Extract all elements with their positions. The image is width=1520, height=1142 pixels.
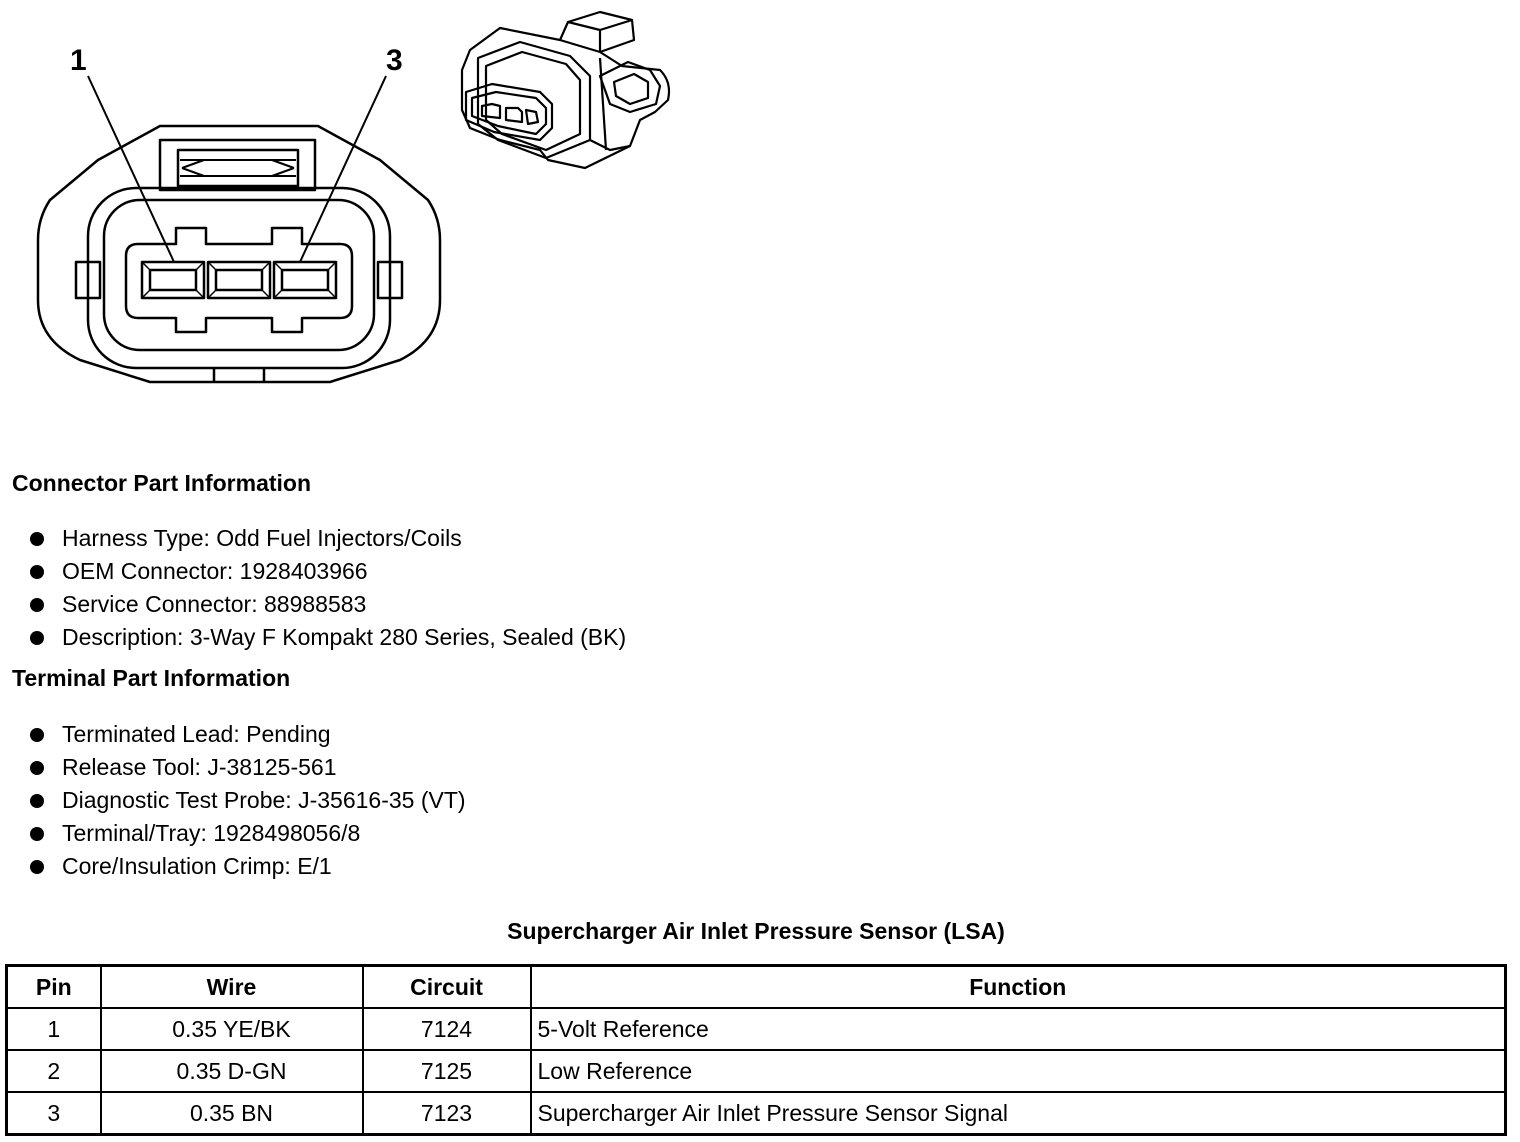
wire-cell: 0.35 YE/BK bbox=[101, 1008, 363, 1050]
bullet-icon bbox=[30, 728, 44, 742]
circuit-cell: 7124 bbox=[363, 1008, 531, 1050]
terminal-2 bbox=[208, 262, 270, 298]
list-item-text: OEM Connector: 1928403966 bbox=[62, 558, 368, 584]
list-item-text: Description: 3-Way F Kompakt 280 Series, Sealed (BK) bbox=[62, 624, 627, 650]
connector-inner-body bbox=[88, 188, 390, 368]
list-item bbox=[28, 784, 466, 817]
terminal-1 bbox=[142, 262, 204, 298]
pinout-table-title: Supercharger Air Inlet Pressure Sensor (LSA) bbox=[507, 918, 1005, 944]
column-header-wire: Wire bbox=[101, 966, 363, 1009]
column-header-circuit: Circuit bbox=[363, 966, 531, 1009]
list-item bbox=[28, 850, 466, 883]
pin-cell: 2 bbox=[7, 1050, 101, 1092]
table-row bbox=[7, 1092, 1506, 1135]
connector-latch bbox=[160, 140, 315, 190]
column-header-function: Function bbox=[531, 966, 1506, 1009]
pin-cell: 1 bbox=[7, 1008, 101, 1050]
list-item-text: Terminated Lead: Pending bbox=[62, 721, 331, 747]
table-row bbox=[7, 1008, 1506, 1050]
list-item-text: Diagnostic Test Probe: J-35616-35 (VT) bbox=[62, 787, 466, 813]
list-item bbox=[28, 817, 466, 850]
wire-cell: 0.35 BN bbox=[101, 1092, 363, 1135]
pin-cavity bbox=[126, 228, 352, 332]
list-item-text: Service Connector: 88988583 bbox=[62, 591, 367, 617]
pin-1-label: 1 bbox=[70, 44, 87, 77]
list-item bbox=[28, 555, 626, 588]
terminal-part-information-list bbox=[28, 718, 466, 883]
table-row bbox=[7, 1050, 1506, 1092]
bullet-icon bbox=[30, 794, 44, 808]
list-item bbox=[28, 621, 626, 654]
bullet-icon bbox=[30, 631, 44, 645]
list-item-text: Core/Insulation Crimp: E/1 bbox=[62, 853, 332, 879]
bullet-icon bbox=[30, 761, 44, 775]
connector-isometric-view bbox=[462, 12, 669, 168]
circuit-cell: 7123 bbox=[363, 1092, 531, 1135]
bullet-icon bbox=[30, 565, 44, 579]
connector-part-information-heading: Connector Part Information bbox=[12, 470, 312, 496]
column-header-pin: Pin bbox=[7, 966, 101, 1009]
list-item bbox=[28, 588, 626, 621]
terminal-part-information-heading: Terminal Part Information bbox=[12, 665, 291, 691]
table-header-row bbox=[7, 966, 1506, 1009]
list-item-text: Terminal/Tray: 1928498056/8 bbox=[62, 820, 361, 846]
connector-outer-housing bbox=[38, 126, 440, 382]
function-cell: 5-Volt Reference bbox=[531, 1008, 1506, 1050]
bullet-icon bbox=[30, 532, 44, 546]
connector-part-information-list bbox=[28, 522, 626, 654]
pinout-table bbox=[5, 964, 1507, 1136]
circuit-cell: 7125 bbox=[363, 1050, 531, 1092]
bullet-icon bbox=[30, 860, 44, 874]
function-cell: Low Reference bbox=[531, 1050, 1506, 1092]
pin-3-label: 3 bbox=[386, 44, 403, 77]
list-item-text: Release Tool: J-38125-561 bbox=[62, 754, 337, 780]
list-item bbox=[28, 522, 626, 555]
list-item bbox=[28, 751, 466, 784]
list-item bbox=[28, 718, 466, 751]
list-item-text: Harness Type: Odd Fuel Injectors/Coils bbox=[62, 525, 462, 551]
wire-cell: 0.35 D-GN bbox=[101, 1050, 363, 1092]
connector-diagram bbox=[0, 0, 700, 400]
pin-cell: 3 bbox=[7, 1092, 101, 1135]
terminal-3 bbox=[274, 262, 336, 298]
bullet-icon bbox=[30, 598, 44, 612]
function-cell: Supercharger Air Inlet Pressure Sensor Signal bbox=[531, 1092, 1506, 1135]
bullet-icon bbox=[30, 827, 44, 841]
